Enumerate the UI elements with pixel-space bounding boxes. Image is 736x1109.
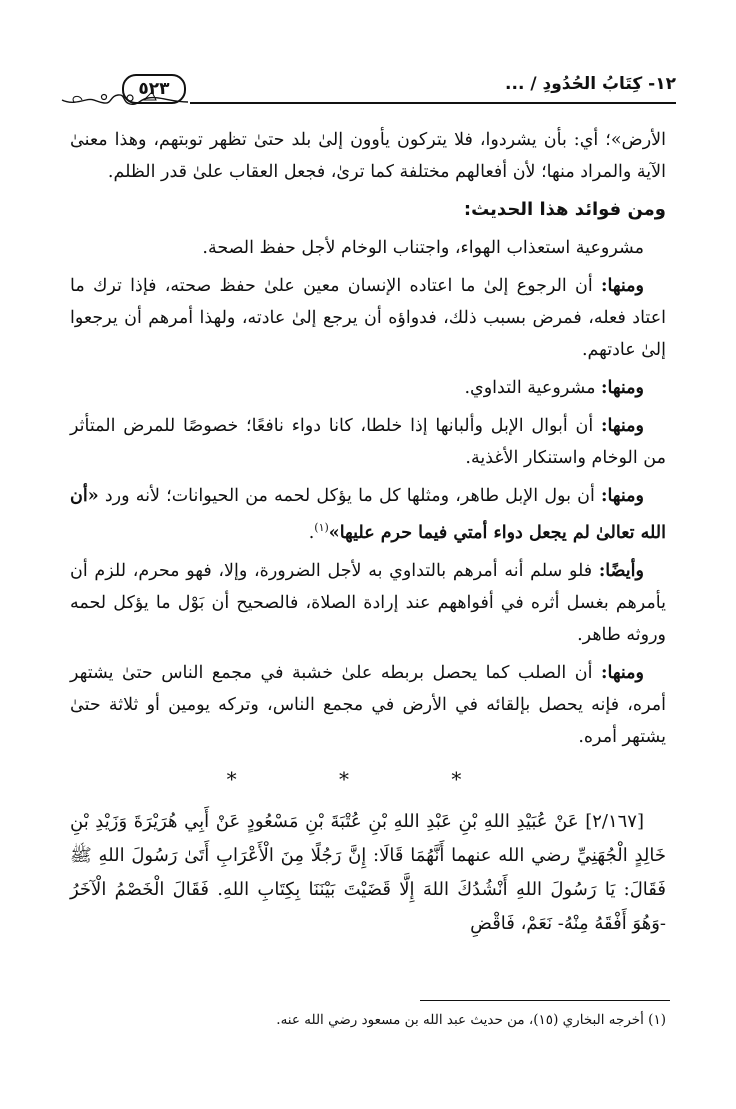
lead-word: ومنها: — [601, 662, 644, 683]
footnote-divider — [420, 1000, 670, 1001]
page-number: ٥٢٣ — [122, 74, 186, 104]
hadith-text: عَنْ عُبَيْدِ اللهِ بْنِ عَبْدِ اللهِ بْنِ عُتْبَةَ بْنِ مَسْعُودٍ عَنْ أَبِي هُرَيْرَةَ وَزَيْدِ بْنِ خَالِدٍ الْجُهَنِيِّ رضي الله عنهما أَنَّهُمَا قَالَا: إِنَّ رَجُلًا مِنَ الْأَعْرَابِ أَتَىٰ رَسُولَ اللهِ ﷺ فَقَالَ: يَا رَسُولَ اللهِ أَنْشُدُكَ اللهَ إِلَّا قَضَيْتَ بَيْنَنَا بِكِتَابِ اللهِ. فَقَالَ الْخَصْمُ الْآخَرُ -وَهُوَ أَفْقَهُ مِنْهُ- نَعَمْ، فَاقْضِ — [70, 810, 666, 934]
paragraph-1: الأرض»؛ أي: بأن يشردوا، فلا يتركون يأوون إلىٰ بلد حتىٰ تظهر توبتهم، وهذا معنىٰ الآية والمراد منها؛ لأن أفعالهم مختلفة كما ترىٰ، فجعل العقاب علىٰ قدر الظلم. — [70, 130, 666, 182]
paragraph-text: فلو سلم أنه أمرهم بالتداوي به لأجل الضرورة، وإلا، فهو محرم، للزم أن يأمرهم بغسل أثره في أفواههم عند إرادة الصلاة، فالصحيح أن بَوْل ما يؤكل لحمه وروثه طاهر. — [70, 560, 666, 645]
paragraph-text: أن أبوال الإبل وألبانها إذا خلطا، كانا دواء نافعًا؛ خصوصًا للمرض المتأثر من الوخام واستنكار الأغذية. — [70, 416, 666, 468]
hadith-number: [٢/١٦٧] — [585, 810, 644, 832]
lead-word: ومنها: — [601, 276, 644, 296]
paragraph-text: أن الصلب كما يحصل بربطه علىٰ خشبة في مجمع الناس حتىٰ يشتهر أمره، فإنه يحصل بإلقائه في الأرض في مجمع الناس، وتركه يومين أو ثلاثة حتىٰ يشتهر أمره. — [70, 662, 666, 747]
section-separator: * * * — [226, 766, 510, 791]
page-header — [60, 68, 676, 108]
chapter-title: ١٢- كِتَابُ الحُدُودِ / ... — [505, 74, 676, 94]
paragraph-8 — [70, 657, 666, 753]
lead-word: ومنها: — [601, 378, 644, 398]
lead-word: ومنها: — [601, 486, 644, 506]
header-rule — [190, 102, 676, 104]
lead-word: ومنها: — [601, 416, 644, 436]
paragraph-text: مشروعية التداوي. — [464, 378, 602, 398]
hadith-block — [70, 805, 666, 941]
footnote: (١) أخرجه البخاري (١٥)، من حديث عبد الله بن مسعود رضي الله عنه. — [276, 1012, 666, 1028]
paragraph-4 — [70, 372, 666, 404]
paragraph-text: أن بول الإبل طاهر، ومثلها كل ما يؤكل لحمه من الحيوانات؛ لأنه ورد — [104, 486, 602, 506]
lead-word: وأيضًا: — [598, 560, 644, 581]
main-text — [70, 124, 666, 947]
footnote-marker[interactable]: (١) — [314, 521, 329, 534]
hadith-quote: «أن الله تعالىٰ لم يجعل دواء أمتي فيما حرم عليها» — [70, 486, 666, 543]
ornament-icon — [60, 86, 190, 110]
paragraph-5 — [70, 410, 666, 474]
paragraph-2: مشروعية استعذاب الهواء، واجتناب الوخام لأجل حفظ الصحة. — [202, 238, 644, 258]
paragraph-text: أن الرجوع إلىٰ ما اعتاده الإنسان معين علىٰ حفظ صحته، فإذا ترك ما اعتاد فعله، فمرض بسبب ذلك، فدواؤه أن يرجع إلىٰ عادته، ولهذا أمرهم أن يرجعوا إلىٰ عادتهم. — [70, 276, 666, 360]
paragraph-7 — [70, 555, 666, 651]
paragraph-6: ومنها: أن بول الإبل طاهر، ومثلها كل ما يؤكل لحمه من الحيوانات؛ لأنه ورد «أن الله تعالىٰ لم يجعل دواء أمتي فيما حرم عليها»$^{(١)}$. — [70, 486, 666, 543]
section-heading: ومن فوائد هذا الحديث: — [463, 199, 666, 220]
paragraph-3 — [70, 270, 666, 366]
